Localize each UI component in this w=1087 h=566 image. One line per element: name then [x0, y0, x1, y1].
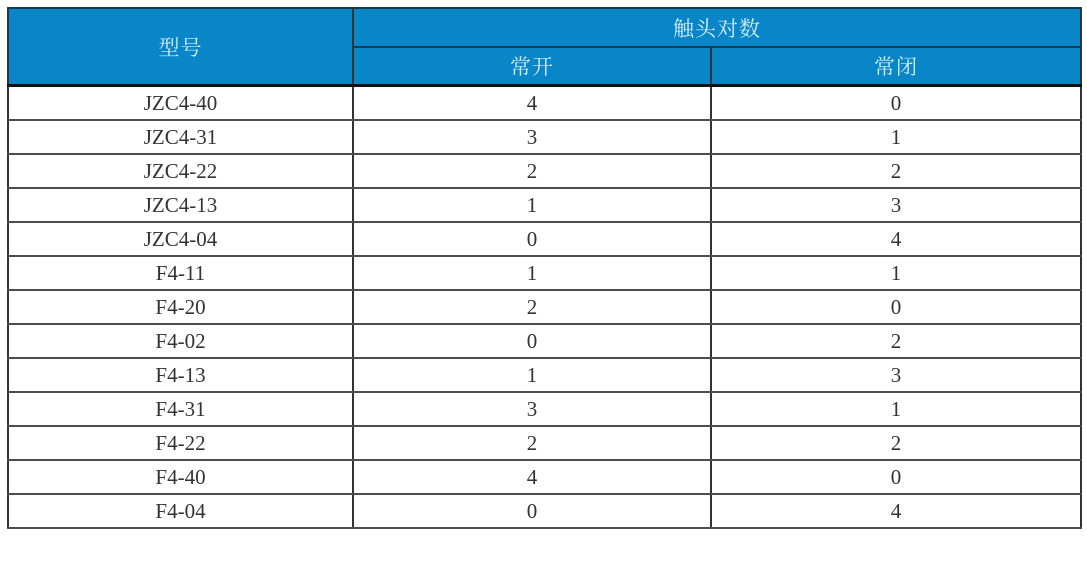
normally-open-cell: 2 [353, 154, 711, 188]
normally-open-cell: 4 [353, 86, 711, 121]
header-cell-contact-pairs: 触头对数 [353, 8, 1081, 47]
table-row [8, 324, 1081, 358]
normally-closed-cell: 2 [711, 426, 1081, 460]
table-row [8, 426, 1081, 460]
table-row [8, 460, 1081, 494]
model-cell: F4-22 [8, 426, 353, 460]
table-row [8, 154, 1081, 188]
model-cell: JZC4-04 [8, 222, 353, 256]
normally-closed-cell: 3 [711, 188, 1081, 222]
model-cell: JZC4-22 [8, 154, 353, 188]
table-row [8, 188, 1081, 222]
table-row [8, 392, 1081, 426]
normally-closed-cell: 0 [711, 86, 1081, 121]
model-cell: F4-31 [8, 392, 353, 426]
normally-open-cell: 0 [353, 494, 711, 528]
table-row [8, 256, 1081, 290]
normally-closed-cell: 2 [711, 154, 1081, 188]
header-cell-normally-open: 常开 [353, 47, 711, 86]
model-cell: F4-13 [8, 358, 353, 392]
normally-open-cell: 1 [353, 256, 711, 290]
normally-open-cell: 1 [353, 188, 711, 222]
normally-open-cell: 2 [353, 290, 711, 324]
model-cell: JZC4-40 [8, 86, 353, 121]
normally-open-cell: 1 [353, 358, 711, 392]
table-row [8, 86, 1081, 121]
header-row-top [8, 8, 1081, 47]
table-row [8, 120, 1081, 154]
table-body [8, 86, 1081, 529]
model-cell: F4-11 [8, 256, 353, 290]
normally-closed-cell: 1 [711, 256, 1081, 290]
spec-table-container [7, 7, 1080, 529]
normally-closed-cell: 1 [711, 120, 1081, 154]
model-cell: JZC4-31 [8, 120, 353, 154]
normally-closed-cell: 3 [711, 358, 1081, 392]
model-cell: F4-02 [8, 324, 353, 358]
table-row [8, 358, 1081, 392]
model-cell: F4-04 [8, 494, 353, 528]
normally-closed-cell: 0 [711, 290, 1081, 324]
table-header [8, 8, 1081, 86]
normally-closed-cell: 2 [711, 324, 1081, 358]
model-cell: F4-20 [8, 290, 353, 324]
normally-closed-cell: 4 [711, 494, 1081, 528]
normally-open-cell: 3 [353, 120, 711, 154]
normally-open-cell: 0 [353, 324, 711, 358]
table-row [8, 494, 1081, 528]
table-row [8, 222, 1081, 256]
relay-contact-pairs-table [7, 7, 1082, 529]
normally-closed-cell: 1 [711, 392, 1081, 426]
normally-open-cell: 4 [353, 460, 711, 494]
normally-open-cell: 3 [353, 392, 711, 426]
model-cell: F4-40 [8, 460, 353, 494]
normally-open-cell: 0 [353, 222, 711, 256]
model-cell: JZC4-13 [8, 188, 353, 222]
normally-closed-cell: 0 [711, 460, 1081, 494]
normally-closed-cell: 4 [711, 222, 1081, 256]
table-row [8, 290, 1081, 324]
header-cell-model: 型号 [8, 8, 353, 86]
header-cell-normally-closed: 常闭 [711, 47, 1081, 86]
normally-open-cell: 2 [353, 426, 711, 460]
